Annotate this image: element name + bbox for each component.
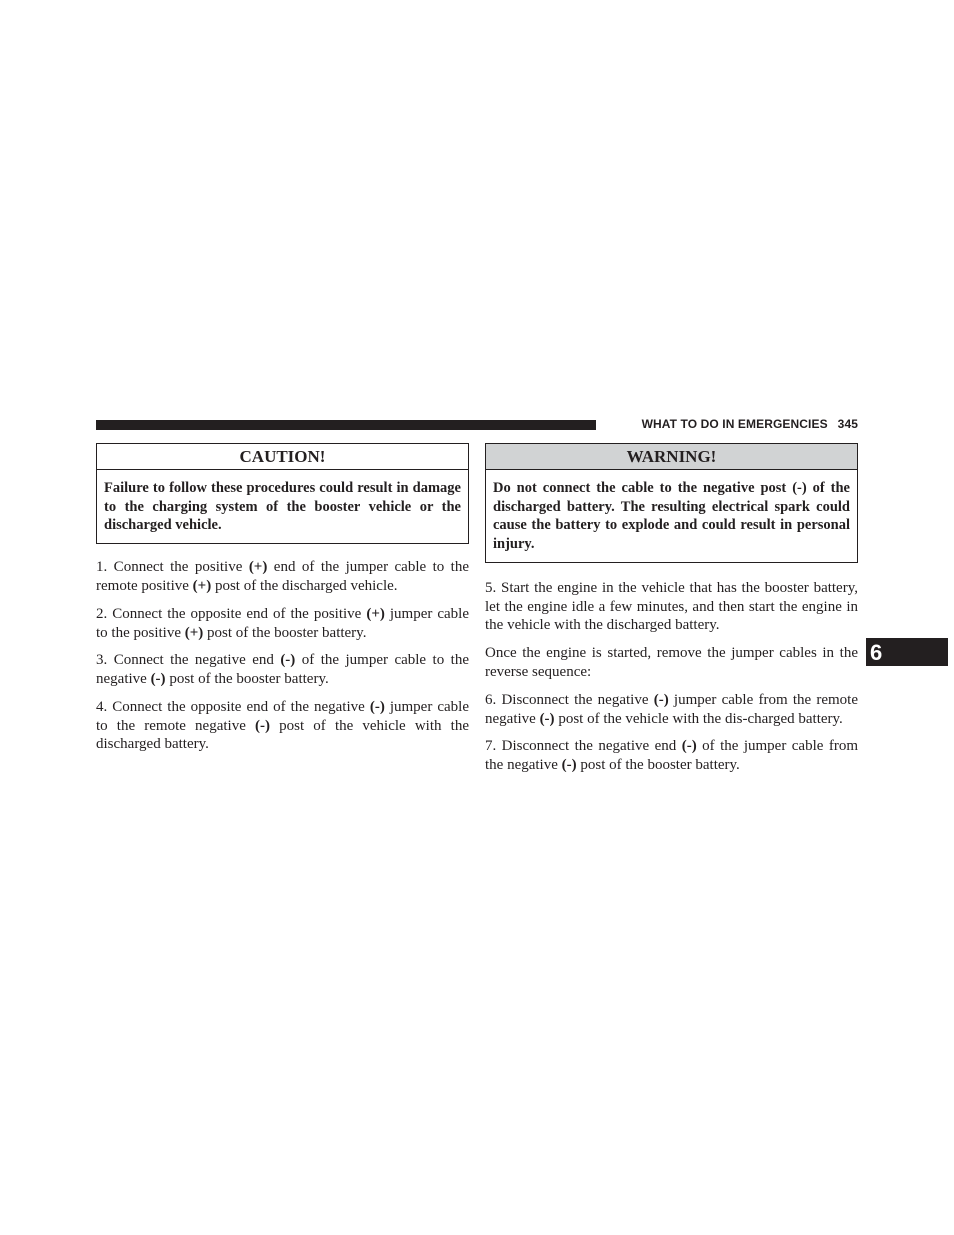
step-7: 7. Disconnect the negative end (-) of the jumper cable from the negative (-) post of the booster battery. [485,738,858,774]
step-5: 5. Start the engine in the vehicle that has the booster battery, let the engine idle a few minutes, and then start the engine in the vehicle with the discharged battery. [485,579,858,634]
chapter-tab: 6 [866,638,948,666]
section-title: WHAT TO DO IN EMERGENCIES [641,417,828,431]
warning-title: WARNING! [486,444,857,470]
running-header [604,417,858,431]
step-3: 3. Connect the negative end (-) of the jumper cable to the negative (-) post of the booster battery. [96,652,469,688]
right-column [485,443,858,775]
step-4: 4. Connect the opposite end of the negative (-) jumper cable to the remote negative (-) post of the vehicle with the discharged battery. [96,698,469,753]
warning-body: Do not connect the cable to the negative post (-) of the discharged battery. The resulting electrical spark could cause the battery to explode and could result in personal injury. [493,480,850,553]
left-column [96,443,469,754]
header-rule [96,420,596,430]
once-started-text: Once the engine is started, remove the jumper cables in the reverse sequence: [485,645,858,680]
warning-box [485,443,858,563]
caution-title: CAUTION! [97,444,468,470]
step-6: 6. Disconnect the negative (-) jumper cable from the remote negative (-) post of the vehicle with the dis-charged battery. [485,691,858,727]
step-2: 2. Connect the opposite end of the positive (+) jumper cable to the positive (+) post of the booster battery. [96,605,469,641]
step-1: 1. Connect the positive (+) end of the jumper cable to the remote positive (+) post of the discharged vehicle. [96,559,470,594]
page-number: 345 [837,417,858,431]
caution-body: Failure to follow these procedures could result in damage to the charging system of the booster vehicle or the discharged vehicle. [104,480,461,534]
caution-box [96,443,469,544]
